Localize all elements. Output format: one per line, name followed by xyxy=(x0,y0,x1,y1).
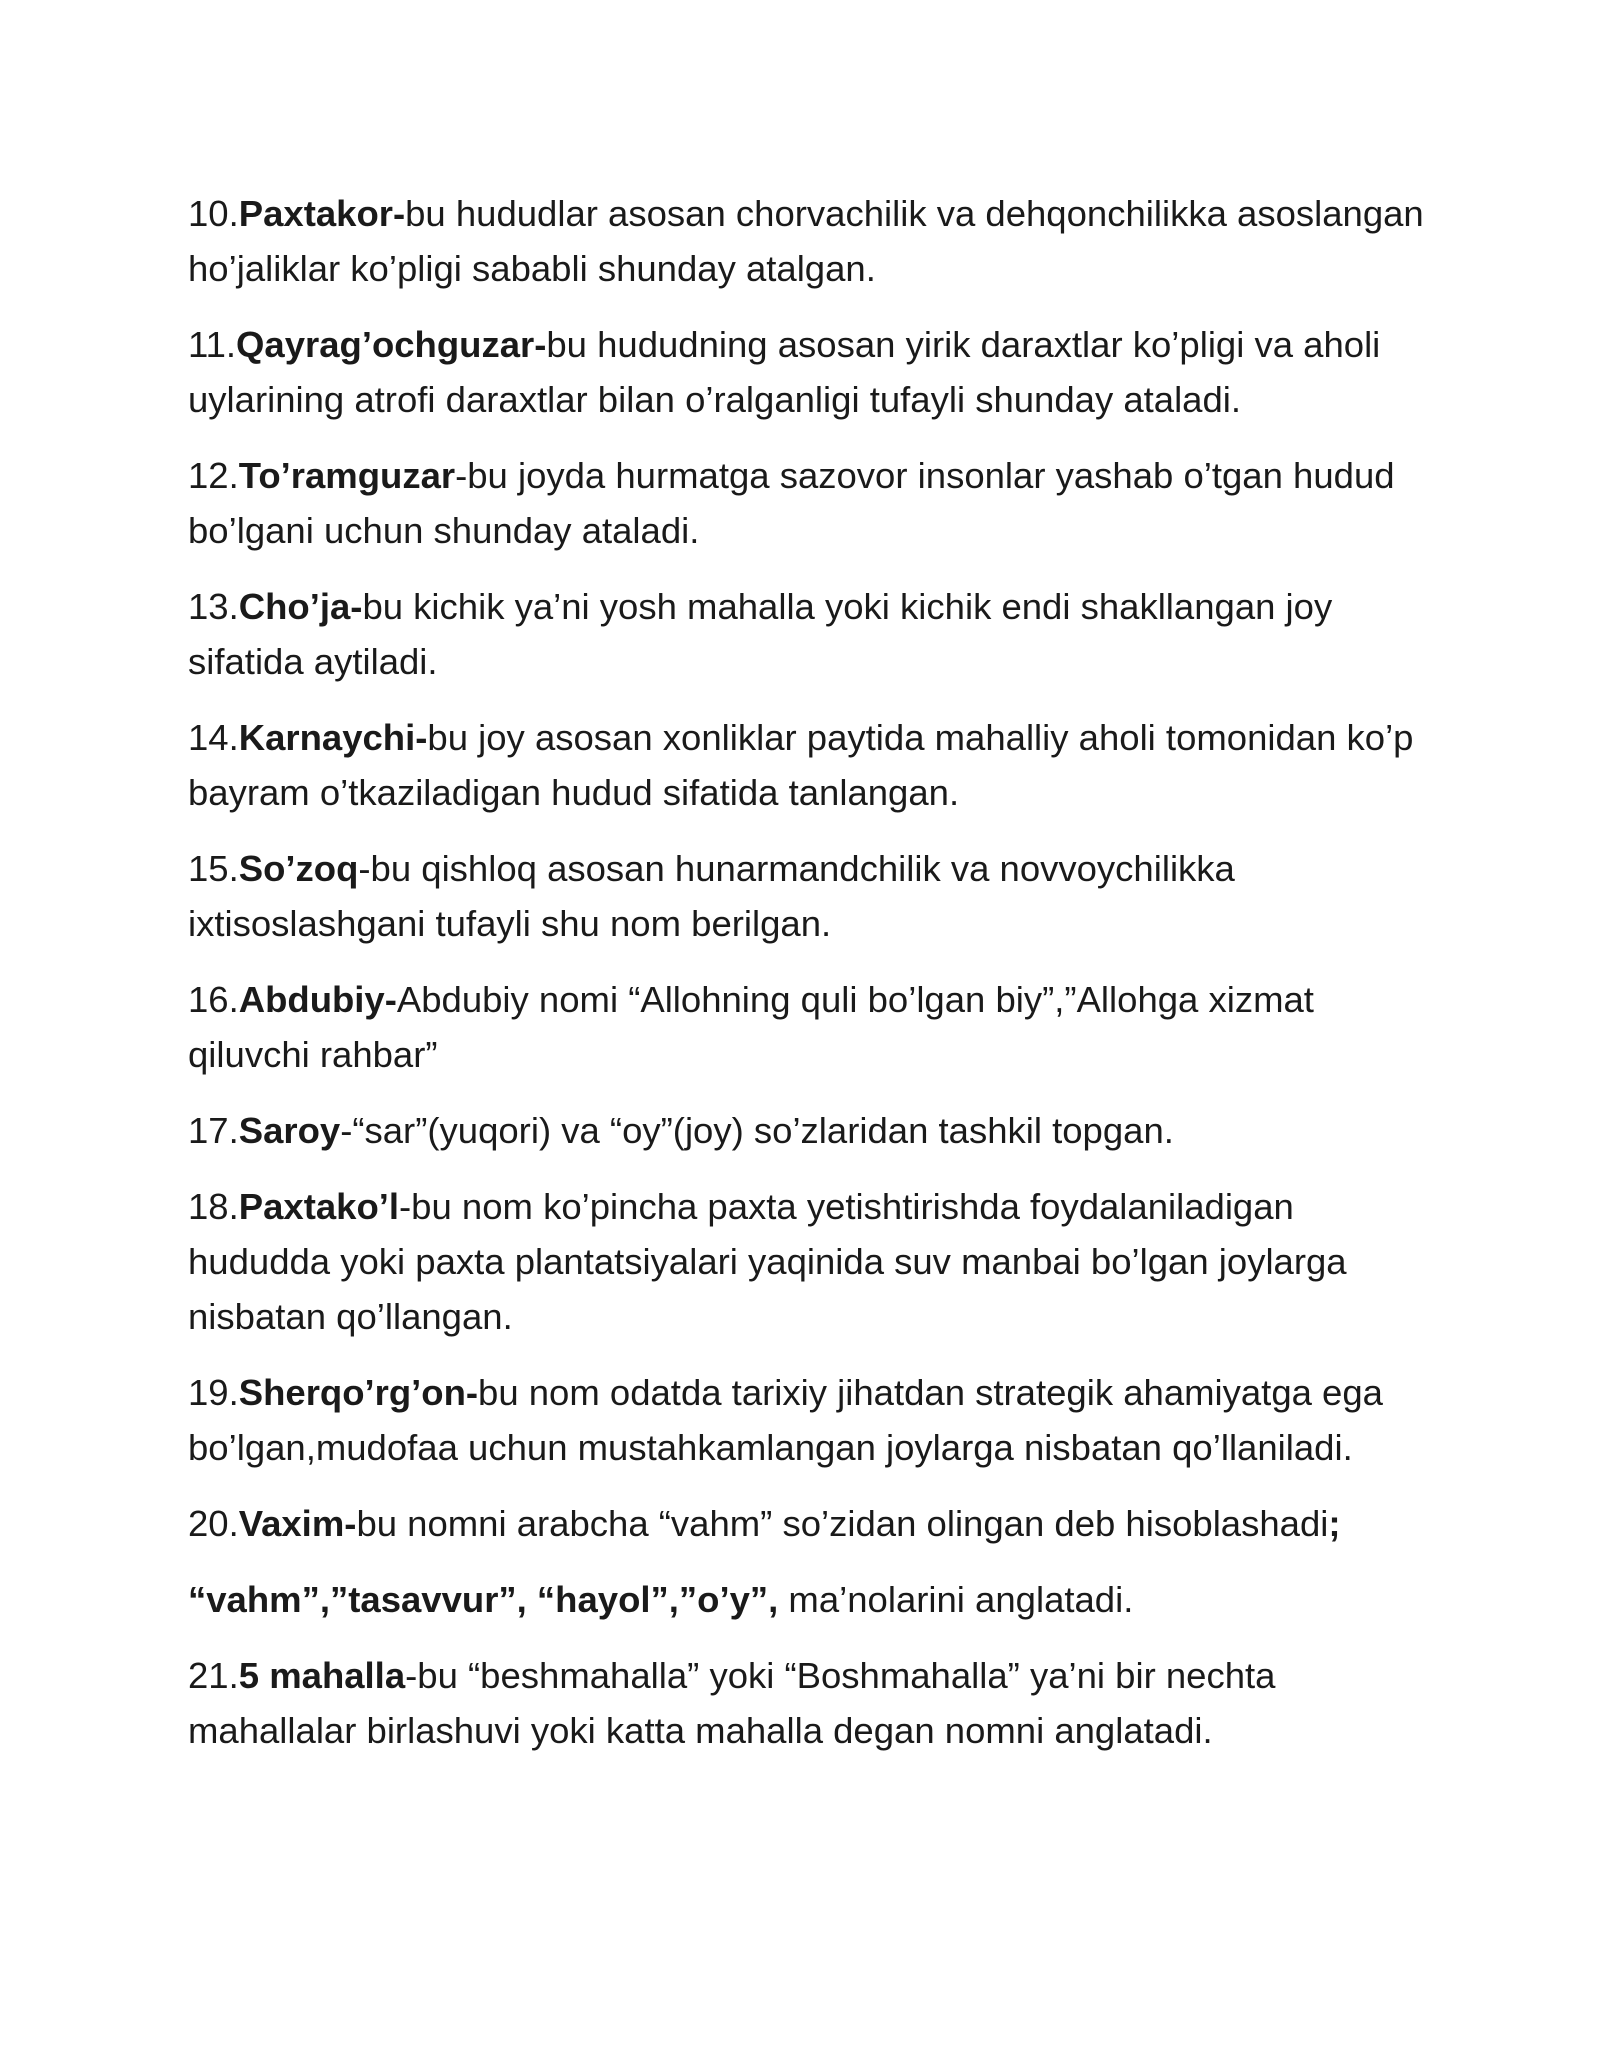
entry-text: ma’nolarini anglatadi. xyxy=(778,1579,1134,1620)
entry-number: 10. xyxy=(188,193,239,234)
entry-16 xyxy=(188,972,1428,1082)
entry-13 xyxy=(188,579,1428,689)
entry-text: -“sar”(yuqori) va “oy”(joy) so’zlaridan tashkil topgan. xyxy=(340,1110,1174,1151)
entry-20 xyxy=(188,1496,1428,1551)
entry-number: 12. xyxy=(188,455,239,496)
entry-18 xyxy=(188,1179,1428,1344)
entry-tail: ; xyxy=(1328,1503,1341,1544)
entry-term: Qayrag’ochguzar- xyxy=(236,324,547,365)
entry-term: Cho’ja- xyxy=(238,586,363,627)
entry-number: 20. xyxy=(188,1503,239,1544)
entry-number: 21. xyxy=(188,1655,239,1696)
entry-number: 16. xyxy=(188,979,239,1020)
entry-term: So’zoq xyxy=(238,848,359,889)
entry-term: Paxtako’l xyxy=(238,1186,400,1227)
entry-20-continuation xyxy=(188,1572,1428,1627)
entry-number: 11. xyxy=(188,324,237,365)
entry-term: Paxtakor- xyxy=(238,193,406,234)
entry-term: Karnaychi- xyxy=(238,717,428,758)
entry-number: 13. xyxy=(188,586,239,627)
entry-term: Saroy xyxy=(238,1110,341,1151)
entry-text: Abdubiy nomi “Allohning quli bo’lgan biy”,”Allohga xizmat qiluvchi rahbar” xyxy=(188,979,1314,1075)
entry-12 xyxy=(188,448,1428,558)
entry-text: bu nom odatda tarixiy jihatdan strategik ahamiyatga ega bo’lgan,mudofaa uchun mustahkamlangan joylarga nisbatan qo’llaniladi. xyxy=(188,1372,1383,1468)
entry-text: -bu qishloq asosan hunarmandchilik va novvoychilikka ixtisoslashgani tufayli shu nom berilgan. xyxy=(188,848,1235,944)
entry-text: -bu nom ko’pincha paxta yetishtirishda foydalaniladigan hududda yoki paxta plantatsiyalari yaqinida suv manbai bo’lgan joylarga nisbatan qo’llangan. xyxy=(188,1186,1347,1337)
entry-term: Sherqo’rg’on- xyxy=(238,1372,479,1413)
entry-text: bu kichik ya’ni yosh mahalla yoki kichik endi shakllangan joy sifatida aytiladi. xyxy=(188,586,1333,682)
entry-term: 5 mahalla xyxy=(238,1655,406,1696)
entry-text: -bu “beshmahalla” yoki “Boshmahalla” ya’ni bir nechta mahallalar birlashuvi yoki katta mahalla degan nomni anglatadi. xyxy=(188,1655,1276,1751)
entry-15 xyxy=(188,841,1428,951)
entry-text: bu joy asosan xonliklar paytida mahalliy aholi tomonidan ko’p bayram o’tkaziladigan hudud sifatida tanlangan. xyxy=(188,717,1414,813)
entry-text: bu nomni arabcha “vahm” so’zidan olingan deb hisoblashadi xyxy=(356,1503,1329,1544)
entry-11 xyxy=(188,317,1428,427)
document-body xyxy=(188,186,1428,1779)
entry-number: 17. xyxy=(188,1110,239,1151)
entry-term: To’ramguzar xyxy=(238,455,456,496)
entry-text: bu hududning asosan yirik daraxtlar ko’pligi va aholi uylarining atrofi daraxtlar bilan o’ralganligi tufayli shunday ataladi. xyxy=(188,324,1381,420)
entry-term: “vahm”,”tasavvur”, “hayol”,”o’y”, xyxy=(188,1579,779,1620)
entry-19 xyxy=(188,1365,1428,1475)
entry-text: bu hududlar asosan chorvachilik va dehqonchilikka asoslangan ho’jaliklar ko’pligi sababli shunday atalgan. xyxy=(188,193,1424,289)
entry-21 xyxy=(188,1648,1428,1758)
entry-term: Vaxim- xyxy=(238,1503,357,1544)
entry-number: 15. xyxy=(188,848,239,889)
entry-text: -bu joyda hurmatga sazovor insonlar yashab o’tgan hudud bo’lgani uchun shunday ataladi. xyxy=(188,455,1395,551)
entry-term: Abdubiy- xyxy=(238,979,397,1020)
entry-number: 18. xyxy=(188,1186,239,1227)
entry-17 xyxy=(188,1103,1428,1158)
entry-14 xyxy=(188,710,1428,820)
entry-10 xyxy=(188,186,1428,296)
entry-number: 19. xyxy=(188,1372,239,1413)
entry-number: 14. xyxy=(188,717,239,758)
